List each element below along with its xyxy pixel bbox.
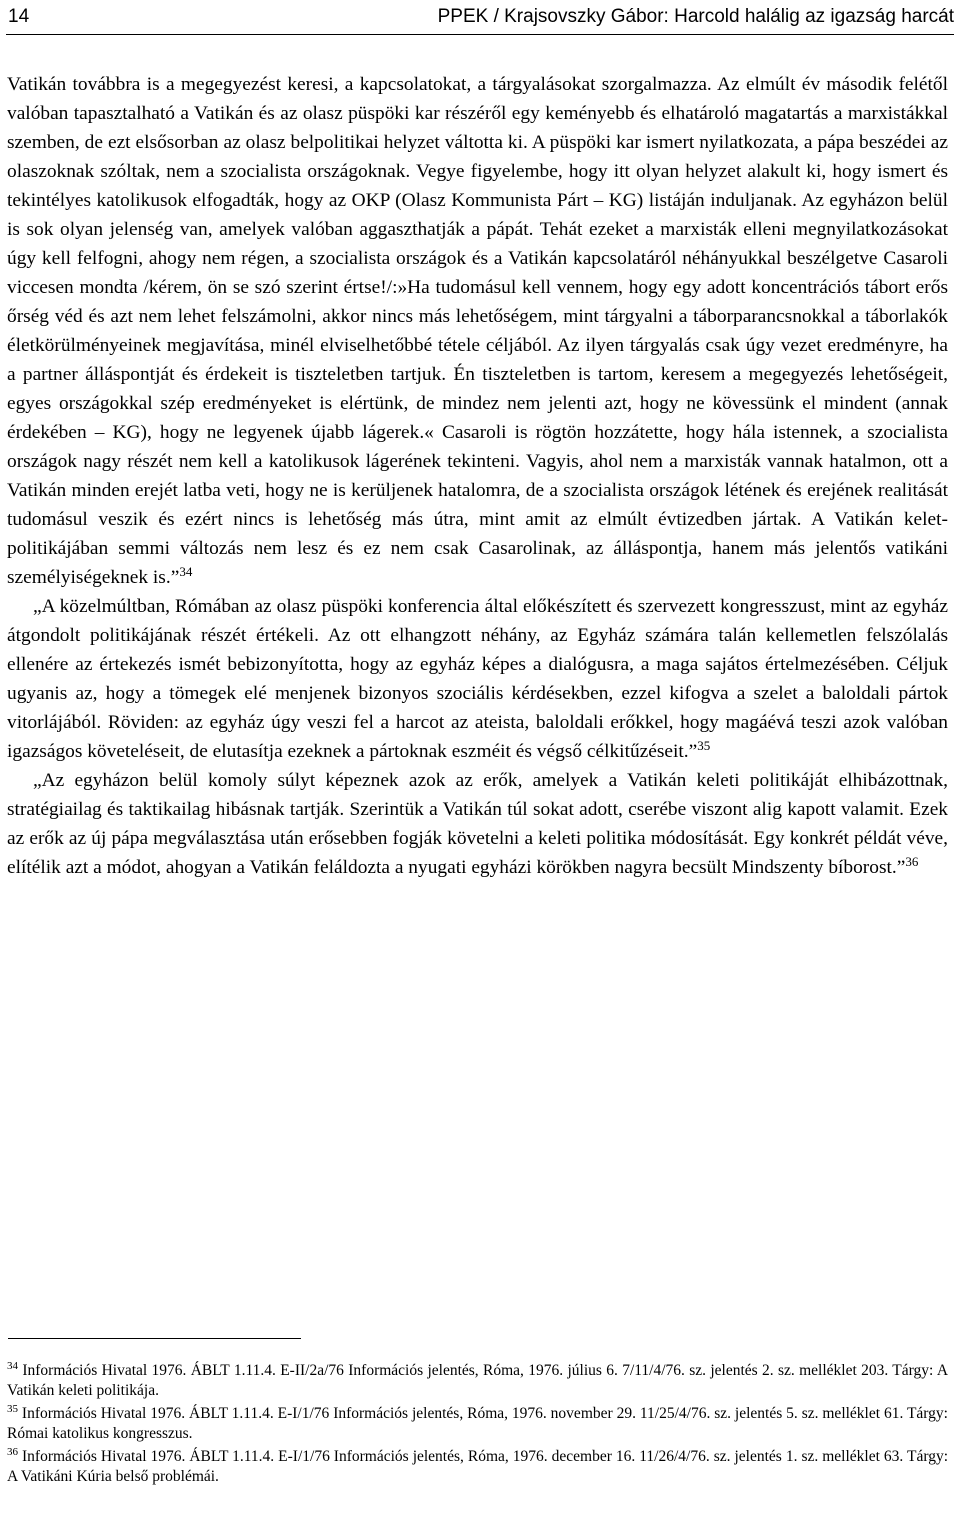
page-number: 14 xyxy=(8,6,30,27)
footnote-text: Információs Hivatal 1976. ÁBLT 1.11.4. E-II/2a/76 Információs jelentés, Róma, 1976. július 6. 7/11/4/76. sz. jelentés 2. sz. melléklet 203. Tárgy: A Vatikán keleti politikája. xyxy=(7,1362,949,1399)
footnote-34 xyxy=(7,1361,948,1401)
page-header xyxy=(6,0,954,35)
footnote-number: 35 xyxy=(7,1403,18,1415)
footnotes xyxy=(7,1361,948,1490)
paragraph-2-text: „A közelmúltban, Rómában az olasz püspöki konferencia által előkészített és szervezett kongresszust, mint az egyház átgondolt politikájának részét értékeli. Az ott elhangzott néhány, az Egyház számára talán kellemetlen felszólalás ellenére az értekezés ismét bebizonyította, hogy az egyház képes a dialógusra, a maga sajátos értelmezésében. Céljuk ugyanis az, hogy a tömegek elé menjenek bizonyos szociális kérdésekben, ezzel kifogva a szelet a baloldali pártok vitorlájából. Röviden: az egyház úgy veszi fel a harcot az ateista, baloldali erőkkel, hogy magáévá teszi azok valóban igazságos követeléseit, de elutasítja ezeknek a pártoknak eszméit és végső célkitűzéseit.” xyxy=(7,596,948,762)
main-text xyxy=(7,70,948,882)
footnote-text: Információs Hivatal 1976. ÁBLT 1.11.4. E-I/1/76 Információs jelentés, Róma, 1976. december 16. 11/26/4/76. sz. jelentés 1. sz. melléklet 63. Tárgy: A Vatikáni Kúria belső problémái. xyxy=(7,1448,949,1485)
footnote-ref-34[interactable]: 34 xyxy=(179,564,193,579)
footnote-number: 36 xyxy=(7,1446,18,1458)
footnote-36 xyxy=(7,1447,948,1487)
paragraph-1-text: Vatikán továbbra is a megegyezést keresi, a kapcsolatokat, a tárgyalásokat szorgalmazza. Az elmúlt év második felétől valóban tapasztalható a Vatikán és az olasz püspöki kar részéről egy keményebb és elhatároló magatartás a marxistákkal szemben, de ezt elsősorban az olasz belpolitikai helyzet váltotta ki. A püspöki kar ismert nyilatkozata, a pápa beszédei az olaszoknak szóltak, nem a szocialista országoknak. Vegye figyelembe, hogy itt olyan helyzet alakult ki, hogy ismert és tekintélyes katolikusok elfogadták, hogy az OKP (Olasz Kommunista Párt – KG) listáján induljanak. Az egyházon belül is sok olyan jelenség van, amelyek valóban aggaszthatják a pápát. Tehát ezeket a marxisták elleni megnyilatkozásokat úgy kell felfogni, ahogy nem régen, a szocialista országok és a Vatikán kapcsolatáról néhányukkal beszélgetve Casaroli viccesen mondta /kérem, ön se szó szerint értse!/:»Ha tudomásul kell vennem, hogy egy adott koncentrációs tábort erős őrség véd és azt nem lehet felszámolni, akkor nincs más lehetőségem, mint tárgyalni a táborparancsnokkal a táborlakók életkörülményeinek megjavítása, minél elviselhetőbbé tétele céljából. Az ilyen tárgyalás csak úgy vezet eredményre, ha a partner álláspontját és érdekeit is tiszteletben tartjuk. Én tiszteletben is tartom, keresem a megegyezés lehetőségeit, egyes országokkal szép eredményeket is elértünk, de mindez nem jelenti azt, hogy ne kövessünk el mindent (annak érdekében – KG), hogy ne legyenek újabb lágerek.« Casaroli is rögtön hozzátette, hogy hála istennek, a szocialista országok nagy részét nem kell a katolikusok lágerének tekinteni. Vagyis, ahol nem a marxisták vannak hatalmon, ott a Vatikán minden erejét latba veti, hogy ne is kerüljenek hatalomra, de a szocialista országok létének és erejének realitását tudomásul veszik és ezért nincs is lehetőség más útra, mint amit az elmúlt évtizedben jártak. A Vatikán kelet-politikájában semmi változás nem lesz és ez nem csak Casarolinak, az álláspontja, hanem más jelentős vatikáni személyiségeknek is.” xyxy=(7,74,948,588)
footnote-35 xyxy=(7,1404,948,1444)
paragraph-3 xyxy=(7,766,948,882)
footnote-text: Információs Hivatal 1976. ÁBLT 1.11.4. E-I/1/76 Információs jelentés, Róma, 1976. november 29. 11/25/4/76. sz. jelentés 5. sz. melléklet 61. Tárgy: Római katolikus kongresszus. xyxy=(7,1405,948,1442)
footnote-ref-36[interactable]: 36 xyxy=(905,854,919,869)
footnote-number: 34 xyxy=(7,1360,18,1372)
paragraph-1 xyxy=(7,70,948,592)
paragraph-2 xyxy=(7,592,948,766)
paragraph-3-text: „Az egyházon belül komoly súlyt képeznek azok az erők, amelyek a Vatikán keleti politikáját elhibázottnak, stratégiailag és taktikailag hibásnak tartják. Szerintük a Vatikán túl sokat adott, cserébe viszont alig kapott valamit. Ezek az erők az új pápa megválasztása után erősebben fogják követelni a keleti politika módosítását. Egy konkrét példát véve, elítélik azt a módot, ahogyan a Vatikán feláldozta a nyugati egyházi körökben nagyra becsült Mindszenty bíborost.” xyxy=(7,770,948,878)
footnote-separator xyxy=(8,1338,301,1339)
running-title: PPEK / Krajsovszky Gábor: Harcold halálig az igazság harcát xyxy=(437,6,954,27)
footnote-ref-35[interactable]: 35 xyxy=(697,738,711,753)
